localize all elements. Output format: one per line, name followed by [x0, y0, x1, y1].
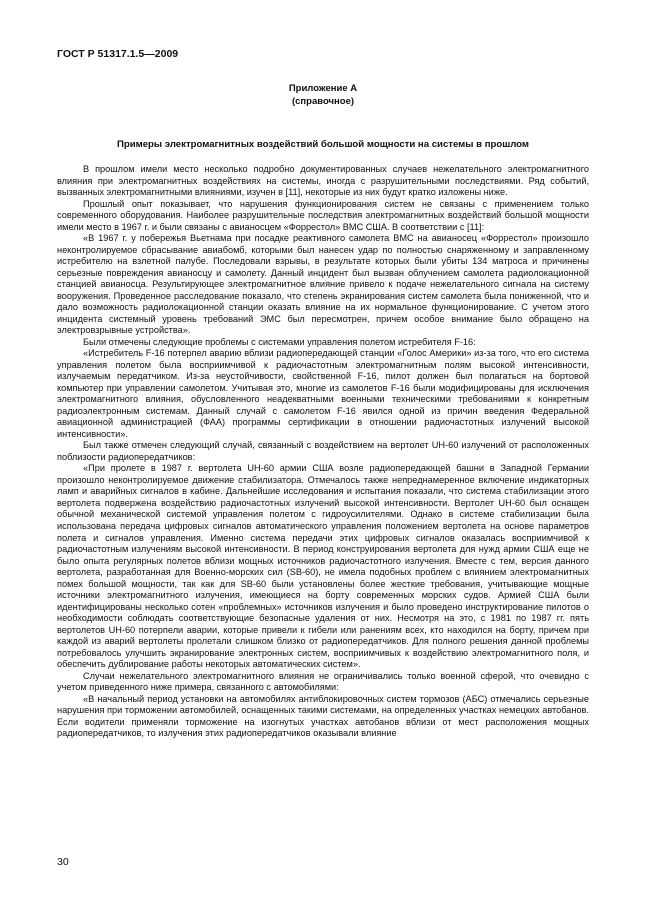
paragraph-quote-abs: «В начальный период установки на автомобилях антиблокировочных систем тормозов (АБС) отмечались серьезные нарушения при торможении автомобилей, оснащенных такими системами, на определенных участках немецких автобанов. Если водители применяли торможение на изогнутых участках автобанов вблизи от мест расположения мощных радиопередатчиков, то излучения этих радиопередатчиков оказывали влияние	[57, 693, 589, 739]
paragraph-uh60-case: Был также отмечен следующий случай, связанный с воздействием на вертолет UH-60 излучений от расположенных поблизости радиопередатчиков:	[57, 440, 589, 462]
body-text	[57, 164, 589, 740]
appendix-title: Приложение А	[288, 83, 358, 94]
paragraph-quote-f16: «Истребитель F-16 потерпел аварию вблизи радиопередающей станции «Голос Америки» из-за того, что его система управления полетом была восприимчивой к радиочастотным электромагнитным полям высокой интенсивности, излучаемым передатчиком. Из-за неустойчивости, свойственной F-16, пилот должен был полагаться на бортовой компьютер при управлении самолетом. Учитывая это, многие из самолетов F-16 были модифицированы для исключения электромагнитного влияния, обусловленного неадекватными военными техническими требованиями к конкретным радиоэлектронным системам. Данный случай с самолетом F-16 явился одной из причин введения Федеральной авиационной администрацией (ФАА) программы сертификации в отношении радиочастотных излучений высокой интенсивности».	[57, 348, 589, 439]
paragraph-past-experience: Прошлый опыт показывает, что нарушения функционирования систем не связаны с применением только современного оборудования. Наиболее разрушительные последствия электромагнитных воздействий большой мощности имели место в 1967 г. и были связаны с авианосцем «Форрестол» ВМС США. В соответствии с [11]:	[57, 198, 589, 232]
section-title: Примеры электромагнитных воздействий большой мощности на системы в прошлом	[116, 139, 530, 150]
running-header-standard-code: ГОСТ Р 51317.1.5—2009	[57, 48, 179, 60]
appendix-heading	[57, 82, 589, 108]
paragraph-quote-uh60: «При пролете в 1987 г. вертолета UH-60 армии США возле радиопередающей башни в Западной Германии произошло неконтролируемое движение стабилизатора. Отмечалось также непреднамеренное включение индикаторных ламп и аварийных сигналов в кабине. Дальнейшие исследования и испытания показали, что система стабилизации этого вертолета подвержена воздействию радиочастотных излучений высокой интенсивности. Вертолет UH-60 был оснащен обычной механической системой управления полетом с гидроусилителями. Однако в системе стабилизации была использована передача цифровых сигналов автоматического управления положением вертолета на основе параметров полета и сигналов управления. Именно система передачи этих цифровых сигналов оказалась восприимчивой к радиочастотным излучениям высокой интенсивности. В период конструирования вертолета для нужд армии США еще не было опыта регулярных полетов вблизи мощных источников радиочастотного излучения. Вместе с тем, версия данного вертолета, разработанная для Военно-морских сил (SB-60), не имела подобных проблем с влиянием электромагнитных помех большой мощности, так как для SB-60 были установлены более жесткие требования, учитывающие мощные источники электромагнитного излучения, имеющиеся на борту современных морских судов. Армией США были идентифицированы несколько сотен «проблемных» источников излучения и было проведено инструктирование пилотов о необходимости соблюдать соответствующие безопасные удаления от них. Несмотря на это, с 1981 по 1987 гг. пять вертолетов UH-60 потерпели аварии, которые привели к гибели или ранениям всех, кто находился на борту, причем при каждой из аварий вертолеты пролетали слишком близко от радиопередатчиков. Для полного решения данной проблемы потребовалось улучшить экранирование электронных систем, восприимчивых к воздействию электромагнитного поля, и обеспечить дублирование работы некоторых автоматических систем».	[57, 463, 589, 670]
appendix-kind: (справочное)	[291, 96, 355, 107]
paragraph-intro: В прошлом имели место несколько подробно документированных случаев нежелательного электромагнитного влияния при электромагнитных воздействиях на системы, иногда с разрушительными последствиями. Ряд событий, вызванных электромагнитными влияниями, изучен в [11], некоторые из них будут кратко изложены ниже.	[57, 164, 589, 198]
paragraph-quote-forrestal: «В 1967 г. у побережья Вьетнама при посадке реактивного самолета ВМС на авианосец «Форрестол» произошло неконтролируемое сбрасывание авиабомб, которыми был нанесен удар по полностью снаряженному и заправленному истребителю на взлетной палубе. Последовали взрывы, в результате которых были убиты 134 матроса и причинены серьезные повреждения авианосцу и самолету. Данный инцидент был вызван облучением самолета радиолокационной станцией авианосца. Результирующее электромагнитное влияние привело к подаче нежелательного сигнала на систему вооружения. Проведенное расследование показало, что степень экранирования систем самолета была пониженной, что и дало возможность радиолокационной станции оказать влияние на их нормальное функционирование. С учетом этого инцидента системный уровень требований ЭМС был пересмотрен, причем особое внимание было обращено на электровзрывные устройства».	[57, 233, 589, 336]
paragraph-f16-problems: Были отмечены следующие проблемы с системами управления полетом истребителя F-16:	[83, 336, 476, 347]
page-number: 30	[57, 856, 69, 868]
paragraph-civil-cases: Случаи нежелательного электромагнитного влияния не ограничивались только военной сферой, что очевидно с учетом приведенного ниже примера, связанного с автомобилями:	[57, 670, 589, 693]
